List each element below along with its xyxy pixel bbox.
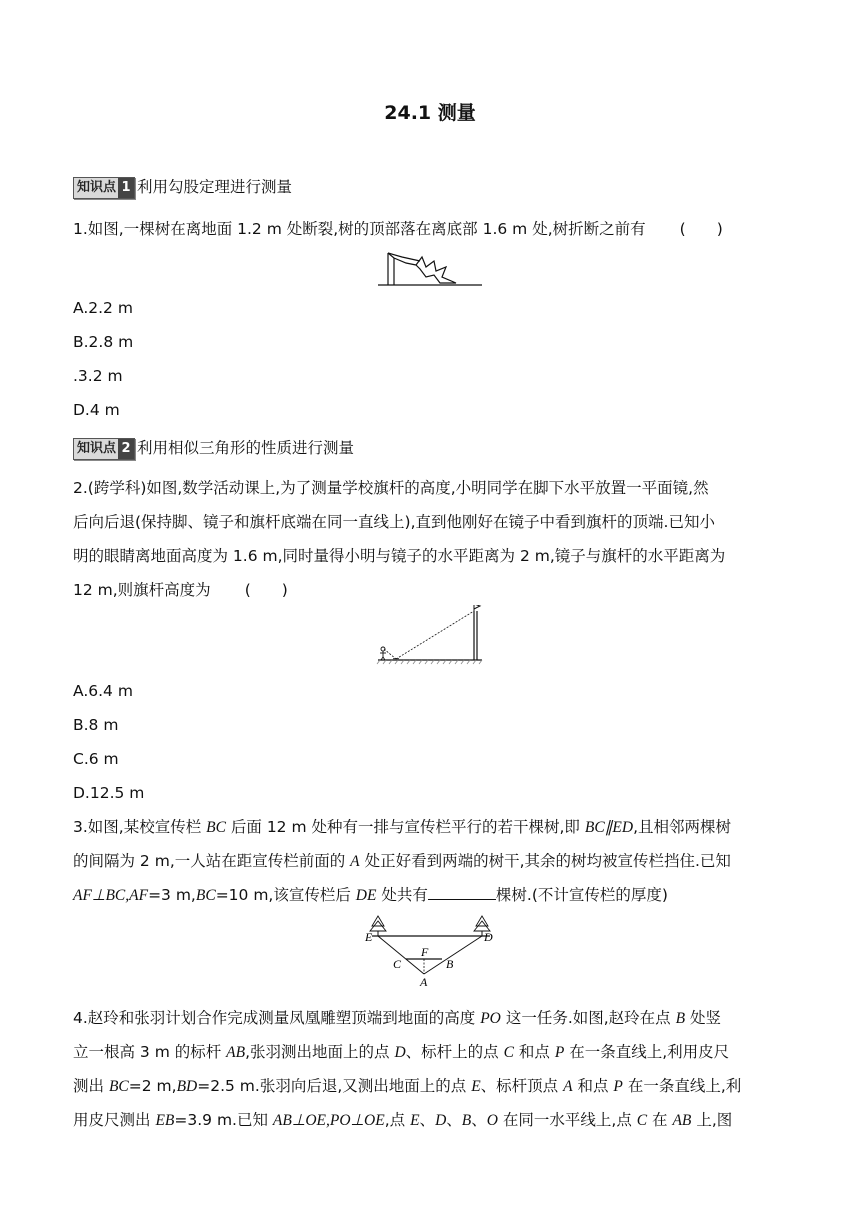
flagpole-mirror-figure <box>376 605 486 667</box>
question-3-line-1: 3.如图,某校宣传栏 BC 后面 12 m 处种有一排与宣传栏平行的若干棵树,即 BC∥ED,且相邻两棵树 <box>73 818 732 836</box>
q2-option-d[interactable]: D.12.5 m <box>73 784 145 802</box>
label-c: C <box>393 957 402 971</box>
label-d: D <box>484 930 493 944</box>
q2-option-b[interactable]: B.8 m <box>73 716 119 734</box>
q2-option-c[interactable]: C.6 m <box>73 750 119 768</box>
q2-option-a[interactable]: A.6.4 m <box>73 682 133 700</box>
question-1-stem: 1.如图,一棵树在离地面 1.2 m 处断裂,树的顶部落在离底部 1.6 m 处,树折断之前有 ( ) <box>73 220 723 238</box>
question-2-line-2: 后向后退(保持脚、镜子和旗杆底端在同一直线上),直到他刚好在镜子中看到旗杆的顶端.已知小 <box>73 513 715 531</box>
billboard-trees-figure <box>362 914 500 988</box>
q1-option-d[interactable]: D.4 m <box>73 401 120 419</box>
question-3-line-3: AF⊥BC,AF=3 m,BC=10 m,该宣传栏后 DE 处共有 棵树.(不计宣传栏的厚度) <box>73 886 668 904</box>
label-a: A <box>420 975 428 988</box>
question-4-line-4: 用皮尺测出 EB=3.9 m.已知 AB⊥OE,PO⊥OE,点 E、D、B、O 在同一水平线上,点 C 在 AB 上,图 <box>73 1111 733 1129</box>
question-4-line-3: 测出 BC=2 m,BD=2.5 m.张羽向后退,又测出地面上的点 E、标杆顶点 A 和点 P 在一条直线上,利 <box>73 1077 742 1095</box>
label-b: B <box>446 957 454 971</box>
q1-option-a[interactable]: A.2.2 m <box>73 299 133 317</box>
question-2-line-1: 2.(跨学科)如图,数学活动课上,为了测量学校旗杆的高度,小明同学在脚下水平放置一平面镜,然 <box>73 479 709 497</box>
question-4-line-2: 立一根高 3 m 的标杆 AB,张羽测出地面上的点 D、标杆上的点 C 和点 P 在一条直线上,利用皮尺 <box>73 1043 730 1061</box>
knowledge-point-1 <box>73 176 292 199</box>
knowledge-point-label: 利用勾股定理进行测量 <box>137 178 293 196</box>
q1-option-b[interactable]: B.2.8 m <box>73 333 134 351</box>
question-3-line-2: 的间隔为 2 m,一人站在距宣传栏前面的 A 处正好看到两端的树干,其余的树均被宣传栏挡住.已知 <box>73 852 731 870</box>
broken-tree-figure <box>376 247 486 289</box>
answer-blank[interactable] <box>428 885 496 900</box>
q1-option-c[interactable]: .3.2 m <box>73 367 123 385</box>
question-4-line-1: 4.赵玲和张羽计划合作完成测量凤凰雕塑顶端到地面的高度 PO 这一任务.如图,赵玲在点 B 处竖 <box>73 1009 722 1027</box>
question-2-line-3: 明的眼睛离地面高度为 1.6 m,同时量得小明与镜子的水平距离为 2 m,镜子与旗杆的水平距离为 <box>73 547 726 565</box>
knowledge-point-badge: 知识点 1 <box>73 177 135 199</box>
knowledge-point-2 <box>73 437 354 460</box>
page-title: 24.1 测量 <box>384 102 476 124</box>
label-e: E <box>365 930 373 944</box>
knowledge-point-label: 利用相似三角形的性质进行测量 <box>137 439 355 457</box>
question-2-line-4: 12 m,则旗杆高度为 ( ) <box>73 581 288 599</box>
knowledge-point-badge: 知识点 2 <box>73 438 135 460</box>
label-f: F <box>421 945 429 959</box>
